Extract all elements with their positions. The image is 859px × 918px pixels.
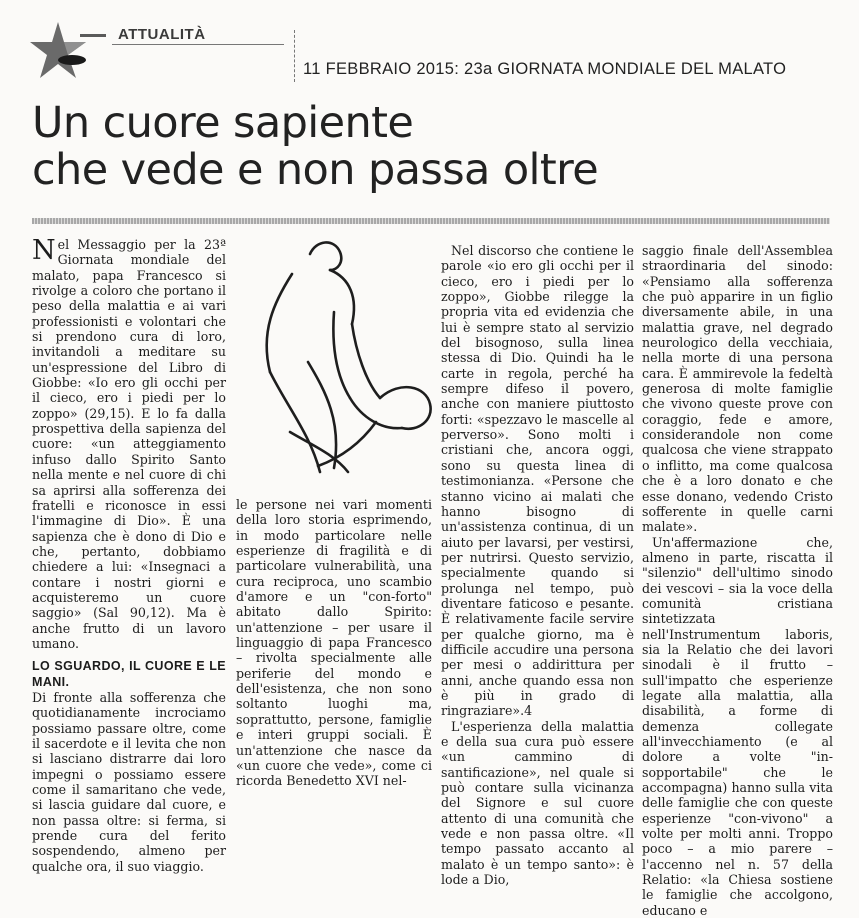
paragraph-text: el Messaggio per la 23ª Giornata mondiale del malato, papa Francesco si rivolge a coloro che portano il peso della malattia e ai vari professionisti e volontari che si prendono cura di loro, invitandoli a meditare su un'espressione del Libro di Giobbe: «Io ero gli occhi per il cieco, ero i piedi per lo zoppo» (29,15). E lo fa dalla prospettiva della sapienza del cuore: «un atteggiamento infuso dallo Spirito Santo nella mente e nel cuore di chi sa aprirsi alla sofferenza dei fratelli e riconosce in essi l'immagine di Dio». È una sapienza che è dono di Dio e che, pertanto, dobbiamo chiedere a lui: «Insegnaci a contare i nostri giorni e acquisteremo un cuore saggio» (Sal 90,12). Ma è anche frutto di un lavoro umano.: [32, 237, 226, 651]
header-separator: [294, 30, 295, 82]
article-column-2: [236, 497, 432, 789]
section-label: ATTUALITÀ: [118, 26, 206, 43]
headline-line-2: che vede e non passa oltre: [32, 145, 599, 195]
article-column-3: [441, 243, 634, 887]
paragraph: Nel discorso che contiene le parole «io ero gli occhi per il cieco, ero i piedi per lo zoppo», Giobbe rilegge la propria vita ed evidenzia che lui è sempre stato al servizio del bisognoso, sulla linea stessa di Dio. Quindi ha le carte in regola, perché ha sempre difeso il povero, anche con maniere piuttosto forti: «spezzavo le mascelle al perverso». Sono molti i cristiani che, ancora oggi, sono su questa linea di testimonianza. «Persone che stanno vicino ai malati che hanno bisogno di un'assistenza continua, di un aiuto per lavarsi, per vestirsi, per nutrirsi. Questo servizio, specialmente quando si prolunga nel tempo, può diventare faticoso e pesante. È relativamente facile servire per qualche giorno, ma è difficile accudire una persona per mesi o addirittura per anni, anche quando essa non è più in grado di ringraziare».4: [441, 243, 634, 719]
subheading: LO SGUARDO, IL CUORE E LE MANI.: [32, 659, 226, 689]
paragraph: saggio finale dell'Assemblea straordinaria del sinodo: «Pensiamo alla sofferenza che può apparire in un figlio diversamente abile, in una malattia grave, nel degrado neurologico della vecchiaia, nella morte di una persona cara. È ammirevole la fedeltà generosa di molte famiglie che vivono queste prove con coraggio, fede e amore, considerandole non come qualcosa che viene strappato o inflitto, ma come qualcosa che è a loro donato e che esse donano, vedendo Cristo sofferente in quelle carni malate».: [642, 243, 833, 535]
paragraph: le persone nei vari momenti della loro storia esprimendo, in modo particolare nelle esperienze di fragilità e di particolare vulnerabilità, una cura reciproca, uno scambio d'amore e un "con-forto" abitato dallo Spirito: un'attenzione – per usare il linguaggio di papa Francesco – rivolta specialmente alle periferie del mondo e dell'esistenza, che non sono soltanto luoghi ma, soprattutto, persone, famiglie e interi gruppi sociali. È un'attenzione che nasce da «un cuore che vede», come ci ricorda Benedetto XVI nel-: [236, 497, 432, 789]
section-star-logo: [28, 20, 108, 90]
event-title: 11 FEBBRAIO 2015: 23a GIORNATA MONDIALE DEL MALATO: [303, 60, 787, 78]
headline-line-1: Un cuore sapiente: [32, 98, 414, 148]
paragraph: [32, 237, 226, 651]
article-column-1: [32, 237, 226, 874]
caregiver-illustration: [230, 222, 440, 494]
article-column-4: [642, 243, 833, 918]
paragraph: L'esperienza della malattia e della sua cura può essere «un cammino di santificazione», nel quale si può contare sulla vicinanza del Signore e sul cuore attento di una comunità che vede e non passa oltre. «Il tempo passato accanto al malato è un tempo santo»: è lode a Dio,: [441, 718, 634, 888]
paragraph: Un'affermazione che, almeno in parte, riscatta il "silenzio" dell'ultimo sinodo dei vescovi – sia la voce della comunità cristiana sintetizzata nell'Instrumentum laboris, sia la Relatio che dei lavori sinodali è il frutto – sull'impatto che esperienze legate alla malattia, alla disabilità, a forme di demenza collegate all'invecchiamento (e al dolore a volte "in-sopportabile" che le accompagna) hanno sulla vita delle famiglie che con queste esperienze "con-vivono" a volte per molti anni. Troppo poco – a mio parere – l'accenno nel n. 57 della Relatio: «la Chiesa sostiene le famiglie che accolgono, educano e: [642, 534, 833, 918]
drop-cap: N: [32, 235, 56, 266]
paragraph: Di fronte alla sofferenza che quotidianamente incrociamo possiamo passare oltre, come il sacerdote e il levita che non si lasciano distrarre dai loro impegni o possiamo essere come il samaritano che vede, si lascia guidare dal cuore, e non passa oltre: si ferma, si prende cura del ferito sospendendo, almeno per qualche ora, il suo viaggio.: [32, 689, 226, 874]
section-rule: [112, 44, 284, 45]
headline: [32, 100, 598, 194]
